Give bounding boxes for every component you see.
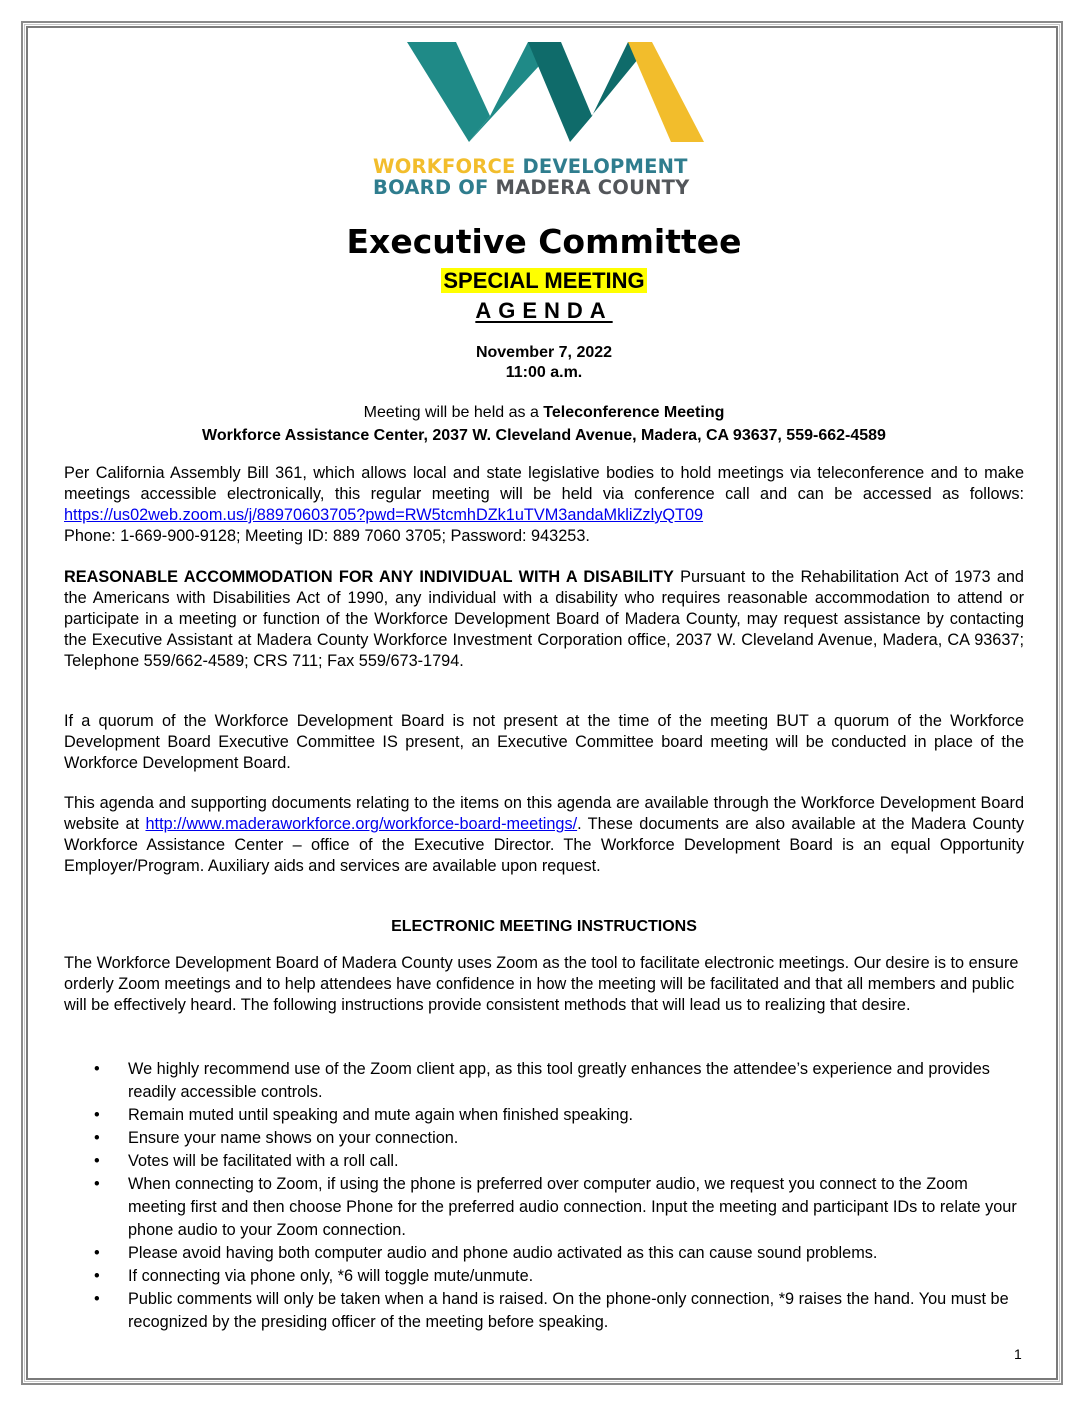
phone-dial-in: Phone: 1-669-900-9128; Meeting ID: 889 7060 3705; Password: 943253. [64,527,590,545]
bullet-icon: • [94,1244,100,1262]
board-meetings-link[interactable]: http://www.maderaworkforce.org/workforce-board-meetings/ [145,815,578,833]
bullet-icon: • [94,1175,100,1193]
quorum-paragraph: If a quorum of the Workforce Development Board is not present at the time of the meeting BUT a quorum of the Workforce Development Board Executive Committee IS present, an Executive Committee board meeting will be conducted in place of the Workforce Development Board. [64,712,1024,772]
list-item: • Remain muted until speaking and mute again when finished speaking. [64,1104,1024,1127]
page-number: 1 [1014,1346,1022,1362]
meeting-address: Workforce Assistance Center, 2037 W. Cleveland Avenue, Madera, CA 93637, 559-662-4589 [202,427,886,444]
electronic-instructions-heading: ELECTRONIC MEETING INSTRUCTIONS [391,918,697,935]
meeting-time: 11:00 a.m. [505,364,583,381]
list-item: • When connecting to Zoom, if using the phone is preferred over computer audio, we request you connect to the Zoom meeting first and then choose Phone for the preferred audio connection. Input the meeting and participant IDs to relate your phone audio to your Zoom connection. [94,1175,1017,1239]
page-title: Executive Committee [346,222,742,261]
bullet-icon: • [94,1267,100,1285]
logo-text-line2: BOARD OF MADERA COUNTY [373,176,690,199]
agenda-label: AGENDA [475,298,613,323]
accommodation-paragraph: REASONABLE ACCOMMODATION FOR ANY INDIVIDUAL WITH A DISABILITY Pursuant to the Rehabilitation Act of 1973 and the Americans with Disabilities Act of 1990, any individual with a disability who requires reasonable accommodation to attend or participate in a meeting or function of the Workforce Development Board of Madera County, may request assistance by contacting the Executive Assistant at Madera County Workforce Investment Corporation office, 2037 W. Cleveland Avenue, Madera, CA 93637; Telephone 559/662-4589; CRS 711; Fax 559/673-1794. [64,568,1024,670]
electronic-intro-paragraph: The Workforce Development Board of Madera County uses Zoom as the tool to facilitate electronic meetings. Our desire is to ensure orderly Zoom meetings and to help attendees have confidence in how the meeting will be facilitated and that all members and public will be effectively heard. The following instructions provide consistent methods that will lead us to realizing that desire. [64,954,1019,1014]
list-item: • Public comments will only be taken when a hand is raised. On the phone-only connection, *9 raises the hand. You must be recognized by the presiding officer of the meeting before speaking. [94,1290,1009,1331]
meeting-datetime [0,343,1088,383]
list-item: • Please avoid having both computer audio and phone audio activated as this can cause sound problems. [64,1242,1024,1265]
bullet-icon: • [94,1106,100,1124]
list-item: • Ensure your name shows on your connection. [64,1127,1024,1150]
list-item: • If connecting via phone only, *6 will toggle mute/unmute. [64,1265,1024,1288]
bullet-icon: • [94,1152,100,1170]
bullet-icon: • [94,1060,100,1078]
bullet-icon: • [94,1129,100,1147]
meeting-date: November 7, 2022 [475,344,613,361]
zoom-meeting-link[interactable]: https://us02web.zoom.us/j/88970603705?pwd=RW5tcmhDZk1uTVM3andaMkliZzlyQT09 [64,506,704,524]
bullet-icon: • [94,1290,100,1308]
logo-text-line1: WORKFORCE DEVELOPMENT [373,155,688,178]
meeting-format: Meeting will be held as a Teleconference Meeting [363,404,725,421]
wa-logo-mark-icon [370,30,720,150]
special-meeting-label: SPECIAL MEETING [443,268,645,293]
list-item: • Votes will be facilitated with a roll call. [64,1150,1024,1173]
teleconference-paragraph: Per California Assembly Bill 361, which allows local and state legislative bodies to hold meetings via teleconference and to make meetings accessible electronically, this regular meeting will be held via conference call and can be accessed as follows: https://us02web.zoom.us/j/88970603705?pwd=RW5tcmhDZk1uTVM3andaMkliZzlyQT09 Phone: 1-669-900-9128; Meeting ID: 889 7060 3705; Password: 943253. [64,464,1024,545]
instructions-list [64,1058,1024,1334]
list-item: • We highly recommend use of the Zoom client app, as this tool greatly enhances the attendee’s experience and provides readily accessible controls. [94,1060,990,1101]
wdb-logo-text [373,156,718,198]
documents-paragraph: This agenda and supporting documents relating to the items on this agenda are available through the Workforce Development Board website at http://www.maderaworkforce.org/workforce-board-meetings/. These documents are also available at the Madera County Workforce Assistance Center – office of the Executive Director. The Workforce Development Board is an equal Opportunity Employer/Program. Auxiliary aids and services are available upon request. [64,794,1024,875]
